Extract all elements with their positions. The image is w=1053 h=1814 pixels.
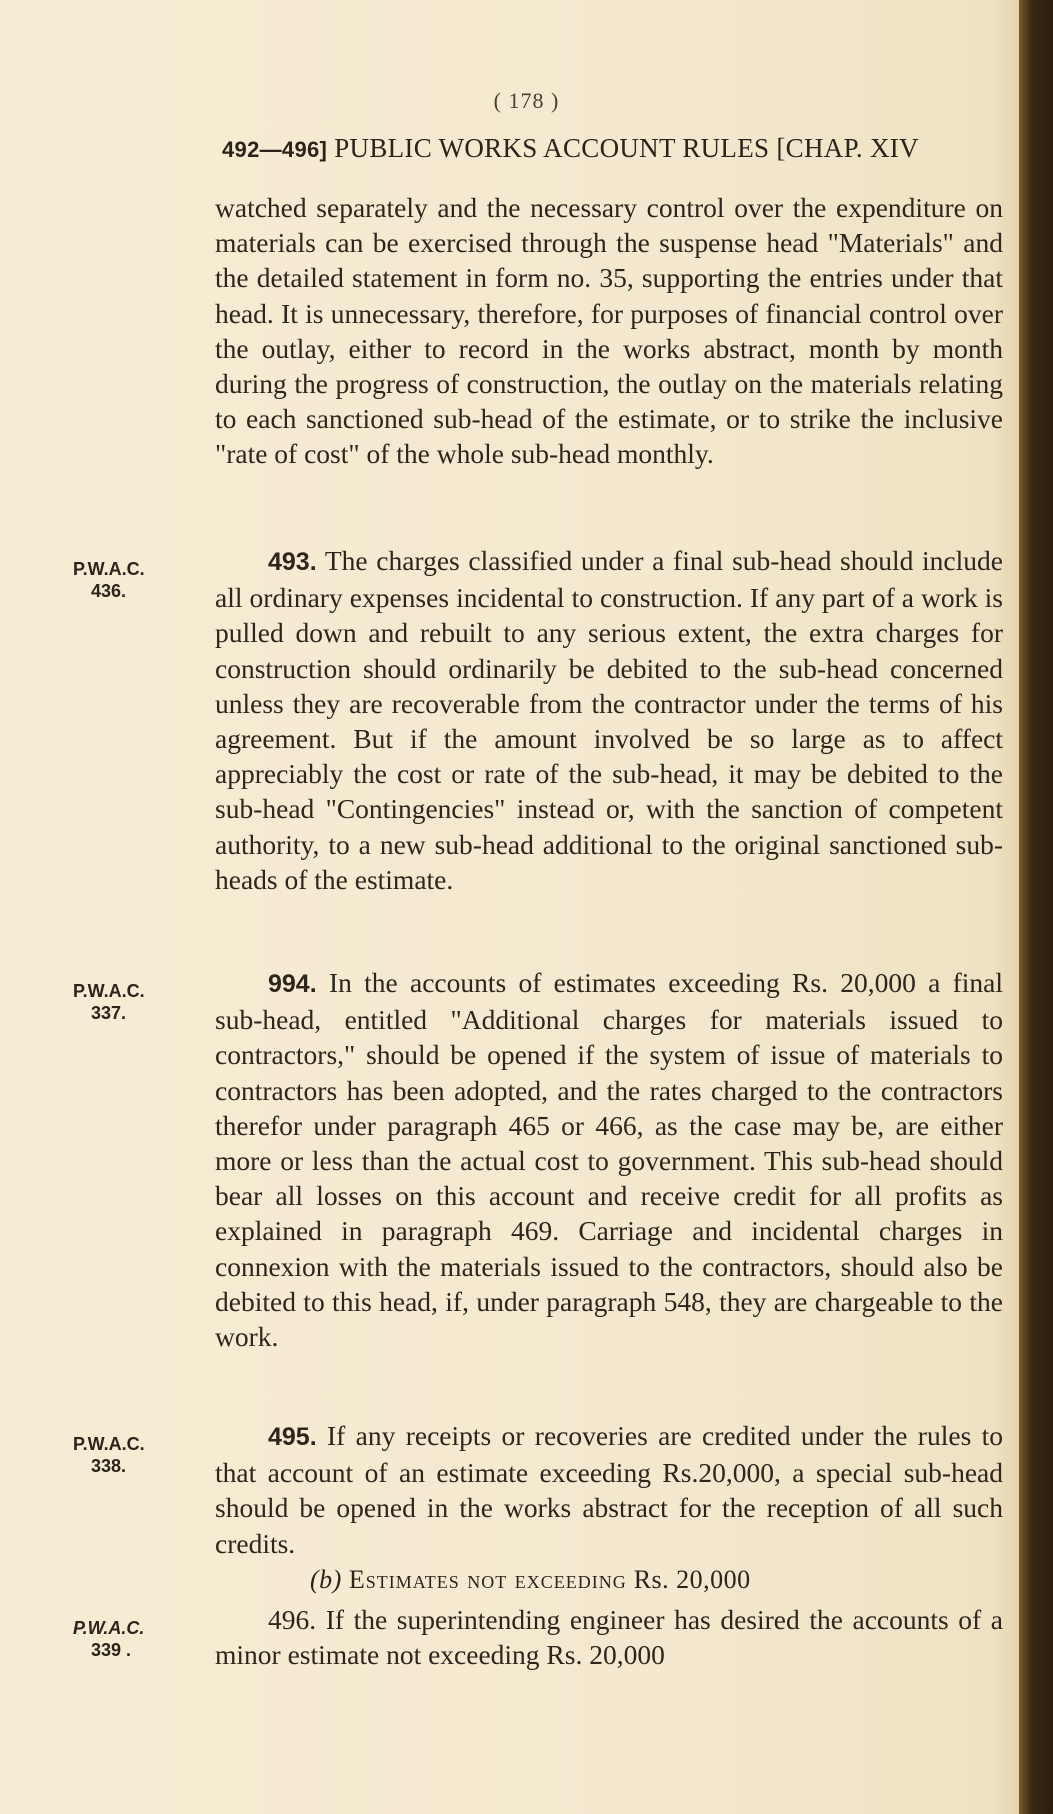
margin-note-code: P.W.A.C. [73, 1434, 145, 1454]
paragraph-number: 994. [268, 970, 317, 998]
paragraph-text: If any receipts or recoveries are credited under the rules to that account of an estimate exceeding Rs.20,000, a special sub-head should be opened in the works abstract for the reception of all such credits. [215, 1420, 1003, 1559]
margin-note-number: 337. [91, 1003, 127, 1023]
paragraph-496 [215, 1602, 1003, 1672]
subheading-label: (b) [310, 1565, 342, 1594]
section-subheading [310, 1565, 1010, 1595]
margin-note-number: 339 . [91, 1640, 132, 1660]
header-paragraph-range: 492—496] [222, 137, 328, 162]
paragraph-493 [215, 543, 1003, 897]
paragraph-number: 495. [268, 1423, 317, 1451]
subheading-amount: Rs. 20,000 [633, 1565, 751, 1594]
margin-note-496 [73, 1617, 193, 1661]
margin-note-code: P.W.A.C. [73, 1618, 145, 1638]
margin-note-number: 338. [91, 1456, 127, 1476]
paragraph-text: watched separately and the necessary control over the expenditure on materials can be exercised through the suspense head "Materials" and the detailed statement in form no. 35, supporting the entries under that head. It is unnecessary, therefore, for purposes of financial control over the outlay, either to record in the works abstract, month by month during the progress of construction, the outlay on the materials relating to each sanctioned sub-head of the estimate, or to strike the inclusive "rate of cost" of the whole sub-head monthly. [215, 192, 1003, 470]
paragraph-text: If the superintending engineer has desired the accounts of a minor estimate not exceeding Rs. 20,000 [215, 1604, 1004, 1671]
book-binding-edge [1019, 0, 1053, 1814]
margin-note-code: P.W.A.C. [73, 981, 145, 1001]
paragraph-494 [215, 965, 1003, 1354]
margin-note-number: 436. [91, 581, 127, 601]
paragraph-text: In the accounts of estimates exceeding Rs. 20,000 a final sub-head, entitled "Additional charges for materials issued to contractors," should be opened if the system of issue of materials to contractors has been adopted, and the rates charged to the contractors therefor under paragraph 465 or 466, as the case may be, are either more or less than the actual cost to government. This sub-head should bear all losses on this account and receive credit for all profits as explained in paragraph 469. Carriage and incidental charges in connexion with the materials issued to the contractors, should also be debited to this head, if, under paragraph 548, they are chargeable to the work. [215, 967, 1004, 1353]
paragraph-492-continuation [215, 190, 1003, 472]
margin-note-493 [73, 558, 193, 602]
margin-note-495 [73, 1433, 193, 1477]
margin-note-code: P.W.A.C. [73, 559, 145, 579]
paragraph-text: The charges classified under a final sub-head should include all ordinary expenses incidental to construction. If any part of a work is pulled down and rebuilt to any serious extent, the extra charges for construction should ordinarily be debited to the sub-head concerned unless they are recoverable from the contractor under the terms of his agreement. But if the amount involved be so large as to affect appreciably the cost or rate of the sub-head, it may be debited to the sub-head "Contingencies" instead or, with the sanction of competent authority, to a new sub-head additional to the original sanctioned sub-heads of the estimate. [215, 545, 1003, 895]
header-title: PUBLIC WORKS ACCOUNT RULES [CHAP. XIV [334, 133, 919, 163]
running-header [222, 133, 1012, 164]
page-number: ( 178 ) [493, 88, 560, 113]
subheading-text: Estimates not exceeding [348, 1565, 627, 1594]
margin-note-494 [73, 980, 193, 1024]
paragraph-number: 493. [268, 548, 317, 576]
paragraph-495 [215, 1418, 1003, 1561]
paragraph-number: 496. [268, 1604, 317, 1635]
